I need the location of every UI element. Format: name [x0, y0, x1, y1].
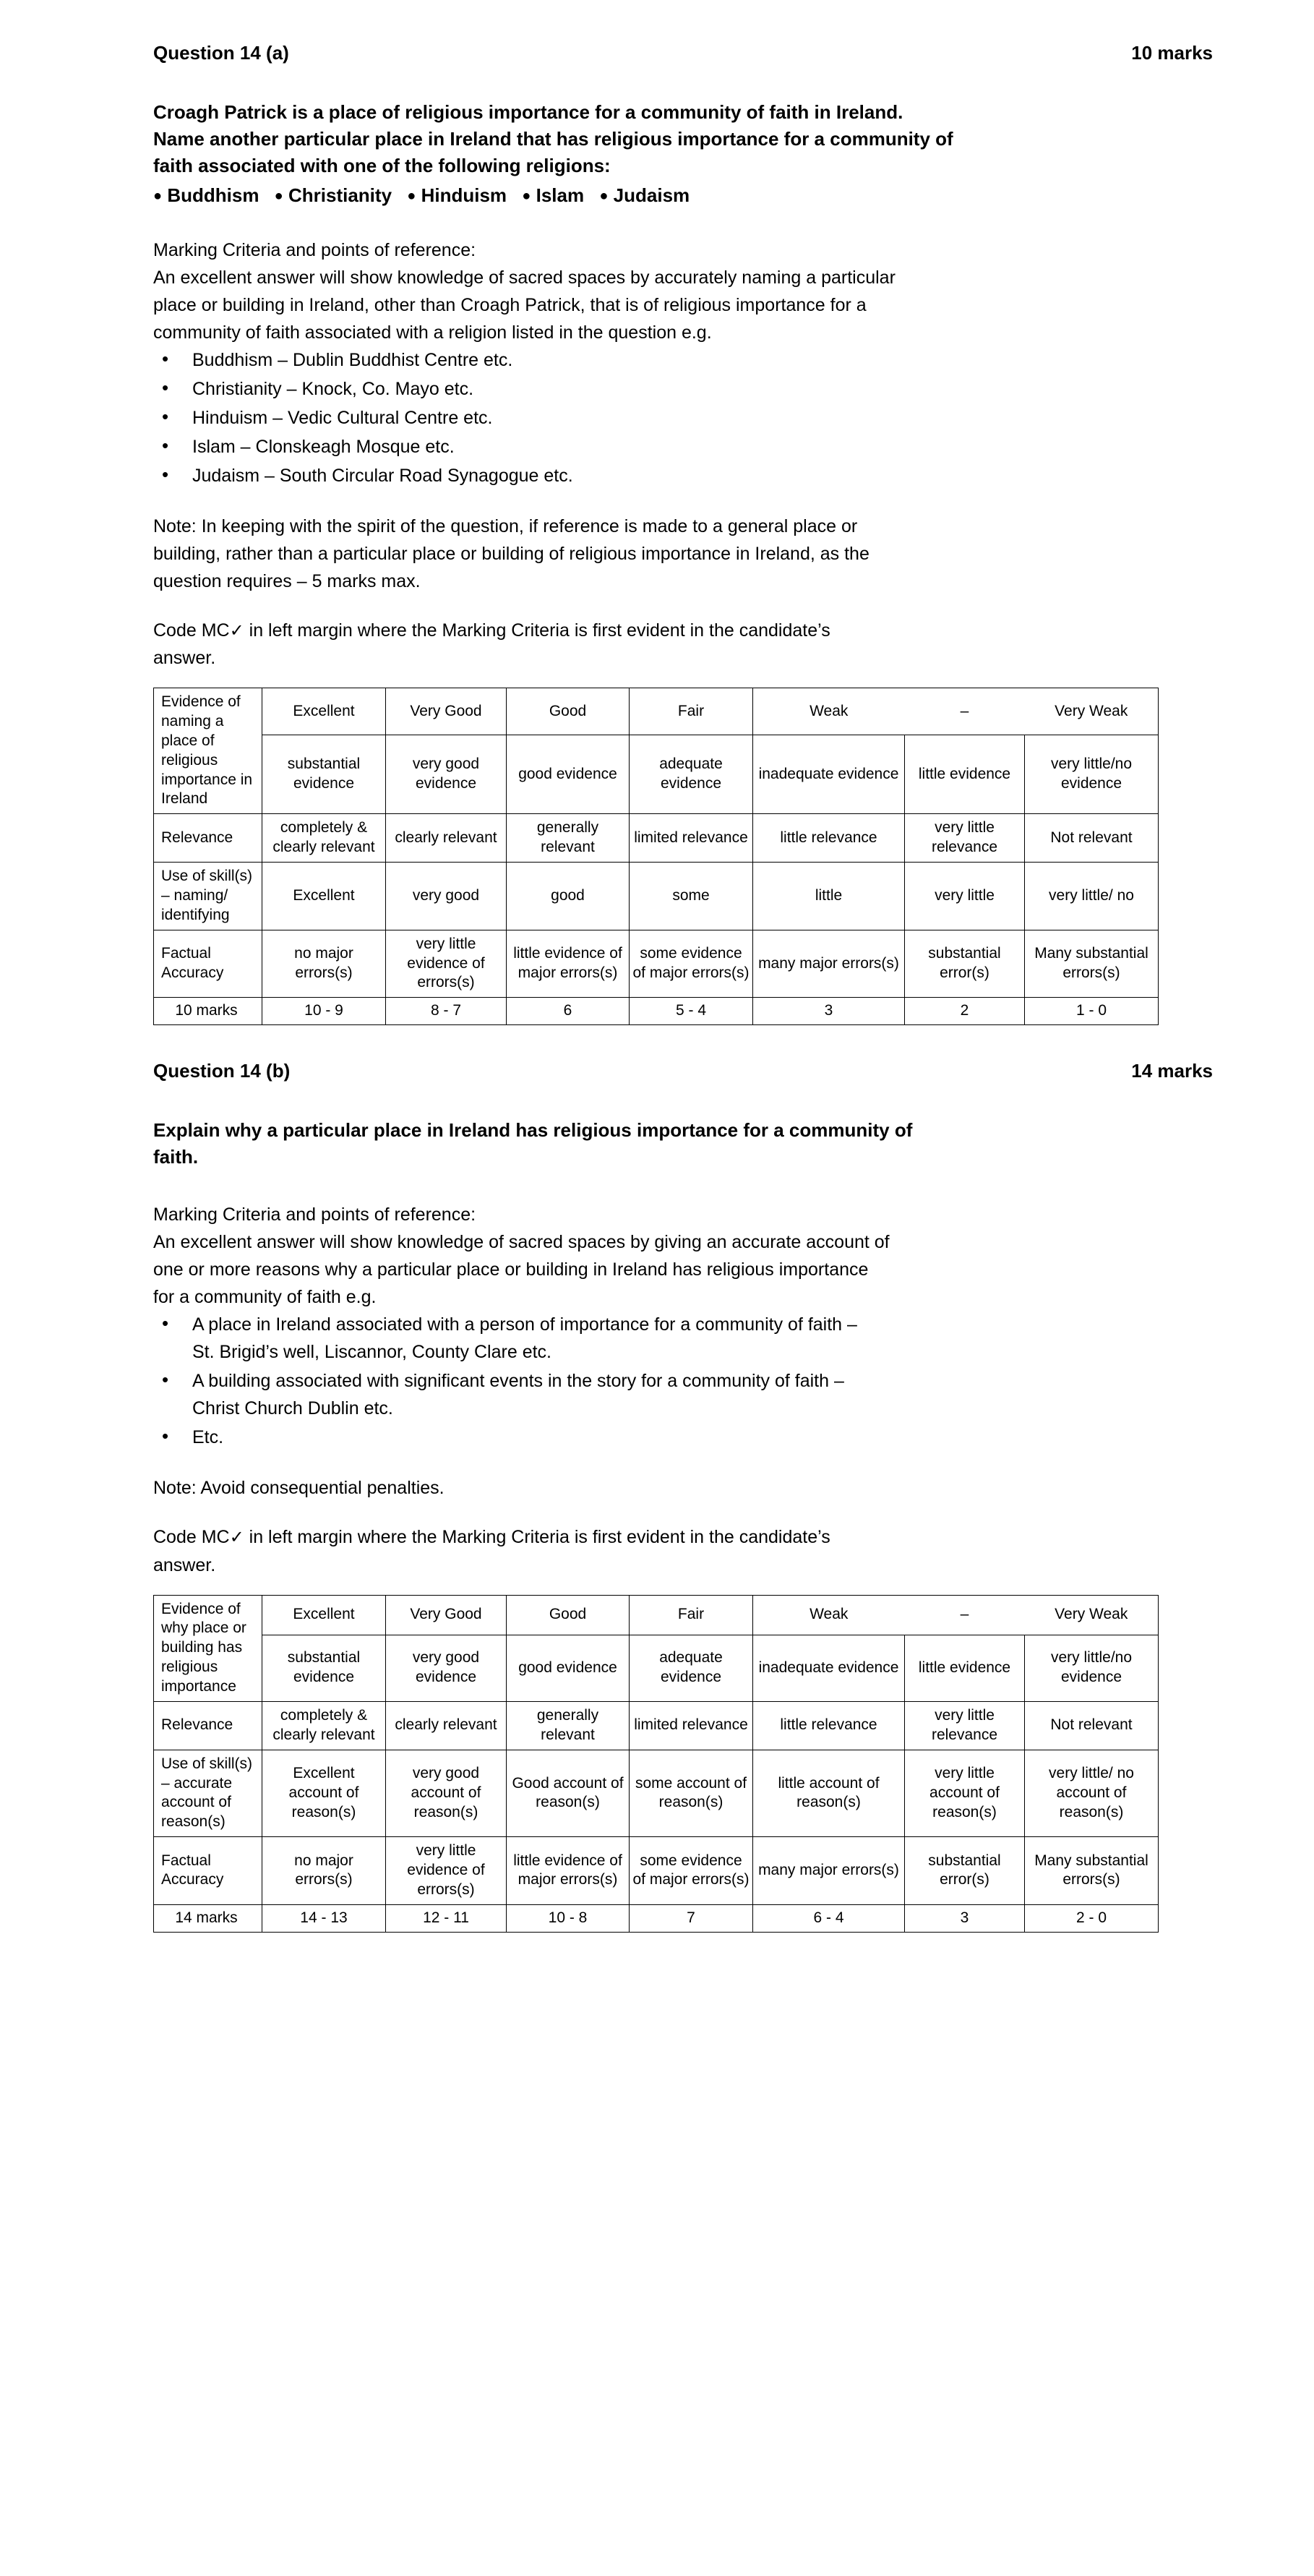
header-cell-fair: Fair	[630, 1595, 753, 1635]
marks-cell: 6	[507, 998, 630, 1025]
cell: substantial error(s)	[905, 930, 1025, 998]
cell: very good evidence	[386, 735, 507, 814]
cell: very little relevance	[905, 814, 1025, 863]
cell: substantial evidence	[262, 735, 386, 814]
bullet-text: • Christianity – Knock, Co. Mayo etc.	[192, 378, 474, 399]
cell: clearly relevant	[386, 1701, 507, 1750]
cell: many major errors(s)	[753, 930, 905, 998]
marks-cell: 2 - 0	[1025, 1904, 1159, 1932]
header-cell-very-good: Very Good	[386, 688, 507, 735]
criteria-line: community of faith associated with a religion listed in the question e.g.	[153, 322, 712, 343]
code-text: in left margin where the Marking Criteria is first evident in the candidate’s	[244, 1527, 830, 1548]
cell: very little/no evidence	[1025, 735, 1159, 814]
bullet-glyph-icon: ●	[153, 187, 163, 204]
criterion-cell: Relevance	[154, 1701, 262, 1750]
table-marks-row	[154, 1904, 1159, 1932]
table-marks-row	[154, 998, 1159, 1025]
list-item	[153, 1311, 1229, 1366]
question-marks-14a: 10 marks	[1131, 42, 1213, 64]
cell: little evidence	[905, 735, 1025, 814]
table-row	[154, 863, 1159, 930]
criteria-line: place or building in Ireland, other than Croagh Patrick, that is of religious importance for a	[153, 294, 867, 315]
question-prompt-14a	[153, 99, 1229, 179]
cell: limited relevance	[630, 814, 753, 863]
cell: some evidence of major errors(s)	[630, 1837, 753, 1905]
cell: very little evidence of errors(s)	[386, 930, 507, 998]
cell: very little/no evidence	[1025, 1635, 1159, 1701]
note-line: question requires – 5 marks max.	[153, 570, 421, 591]
cell: some	[630, 863, 753, 930]
question-section-14b	[153, 1060, 1229, 1932]
criterion-cell: Relevance	[154, 814, 262, 863]
cell: little evidence of major errors(s)	[507, 1837, 630, 1905]
bullet-text: • Judaism – South Circular Road Synagogue etc.	[192, 465, 573, 486]
list-item	[153, 462, 1229, 489]
cell: very little/ no account of reason(s)	[1025, 1750, 1159, 1837]
rubric-table-14b	[153, 1595, 1159, 1933]
note-line: Note: Avoid consequential penalties.	[153, 1478, 445, 1499]
cell: little account of reason(s)	[753, 1750, 905, 1837]
marks-label-cell: 10 marks	[154, 998, 262, 1025]
note-line: building, rather than a particular place or building of religious importance in Ireland, as the	[153, 543, 869, 564]
criterion-cell: Factual Accuracy	[154, 930, 262, 998]
criteria-line: one or more reasons why a particular place or building in Ireland has religious importance	[153, 1259, 869, 1280]
code-instruction-cont: answer.	[153, 648, 216, 669]
cell: Good account of reason(s)	[507, 1750, 630, 1837]
question-marks-14b: 14 marks	[1131, 1060, 1213, 1082]
cell: clearly relevant	[386, 814, 507, 863]
marks-cell: 3	[905, 1904, 1025, 1932]
cell: substantial evidence	[262, 1635, 386, 1701]
bullet-text: • Hinduism – Vedic Cultural Centre etc.	[192, 407, 493, 428]
table-row	[154, 1837, 1159, 1905]
table-row	[154, 735, 1159, 814]
prompt-line: Croagh Patrick is a place of religious importance for a community of faith in Ireland.	[153, 101, 903, 123]
question-title-14b: Question 14 (b)	[153, 1060, 291, 1082]
cell: very little relevance	[905, 1701, 1025, 1750]
bullet-text: • A building associated with significant events in the story for a community of faith –	[192, 1371, 844, 1392]
criterion-cell: Evidence of naming a place of religious importance in Ireland	[154, 688, 262, 814]
marks-cell: 1 - 0	[1025, 998, 1159, 1025]
list-item	[153, 1367, 1229, 1422]
header-cell-excellent: Excellent	[262, 1595, 386, 1635]
religion-item: Judaism	[613, 184, 690, 206]
cell: Many substantial errors(s)	[1025, 1837, 1159, 1905]
question-prompt-14b	[153, 1117, 1229, 1171]
prompt-line: faith associated with one of the following religions:	[153, 154, 611, 176]
cell: very little/ no	[1025, 863, 1159, 930]
cell: very little	[905, 863, 1025, 930]
marks-cell: 10 - 8	[507, 1904, 630, 1932]
question-header-14a	[153, 42, 1229, 64]
cell: no major errors(s)	[262, 930, 386, 998]
cell: little relevance	[753, 1701, 905, 1750]
cell: some account of reason(s)	[630, 1750, 753, 1837]
list-item	[153, 433, 1229, 461]
cell: very little evidence of errors(s)	[386, 1837, 507, 1905]
cell: very good evidence	[386, 1635, 507, 1701]
marks-cell: 2	[905, 998, 1025, 1025]
cell: little evidence	[905, 1635, 1025, 1701]
criterion-cell: Use of skill(s) – accurate account of reason(s)	[154, 1750, 262, 1837]
table-row	[154, 930, 1159, 998]
header-cell-dash: –	[905, 688, 1025, 735]
cell: inadequate evidence	[753, 1635, 905, 1701]
bullet-text-cont: Christ Church Dublin etc.	[192, 1398, 393, 1419]
criterion-cell: Factual Accuracy	[154, 1837, 262, 1905]
note-line: Note: In keeping with the spirit of the question, if reference is made to a general place or	[153, 515, 858, 536]
religion-item: Islam	[536, 184, 585, 206]
check-icon: ✓	[229, 620, 244, 641]
marks-cell: 6 - 4	[753, 1904, 905, 1932]
cell: good evidence	[507, 735, 630, 814]
question-title-14a: Question 14 (a)	[153, 42, 289, 64]
table-row	[154, 1635, 1159, 1701]
criterion-cell: Use of skill(s) – naming/ identifying	[154, 863, 262, 930]
table-row	[154, 814, 1159, 863]
marks-label-cell: 14 marks	[154, 1904, 262, 1932]
marks-cell: 10 - 9	[262, 998, 386, 1025]
bullet-text: • A place in Ireland associated with a person of importance for a community of faith –	[192, 1314, 857, 1335]
example-bullets-14a	[153, 346, 1229, 489]
cell: good evidence	[507, 1635, 630, 1701]
cell: Not relevant	[1025, 1701, 1159, 1750]
code-label: Code MC	[153, 1527, 230, 1548]
religion-item: Christianity	[288, 184, 392, 206]
cell: little	[753, 863, 905, 930]
question-header-14b	[153, 1060, 1229, 1082]
bullet-glyph-icon: ●	[274, 187, 283, 204]
cell: completely & clearly relevant	[262, 1701, 386, 1750]
religion-item: Hinduism	[421, 184, 507, 206]
bullet-glyph-icon: ●	[522, 187, 531, 204]
header-cell-weak: Weak	[753, 688, 905, 735]
cell: generally relevant	[507, 814, 630, 863]
cell: adequate evidence	[630, 1635, 753, 1701]
cell: Not relevant	[1025, 814, 1159, 863]
header-cell-very-weak: Very Weak	[1025, 688, 1159, 735]
cell: substantial error(s)	[905, 1837, 1025, 1905]
cell: limited relevance	[630, 1701, 753, 1750]
prompt-line: Name another particular place in Ireland that has religious importance for a community of	[153, 127, 953, 150]
religion-item: Buddhism	[167, 184, 259, 206]
cell: little evidence of major errors(s)	[507, 930, 630, 998]
criteria-line: An excellent answer will show knowledge of sacred spaces by accurately naming a particular	[153, 267, 896, 288]
cell: some evidence of major errors(s)	[630, 930, 753, 998]
marks-cell: 8 - 7	[386, 998, 507, 1025]
cell: very little account of reason(s)	[905, 1750, 1025, 1837]
header-cell-fair: Fair	[630, 688, 753, 735]
header-cell-very-weak: Very Weak	[1025, 1595, 1159, 1635]
bullet-text: • Etc.	[192, 1427, 224, 1448]
table-header-row	[154, 688, 1159, 735]
example-bullets-14b	[153, 1311, 1229, 1451]
cell: completely & clearly relevant	[262, 814, 386, 863]
list-item	[153, 404, 1229, 432]
rubric-table-14a	[153, 688, 1159, 1025]
header-cell-excellent: Excellent	[262, 688, 386, 735]
criterion-cell: Evidence of why place or building has religious importance	[154, 1595, 262, 1701]
header-cell-good: Good	[507, 688, 630, 735]
header-cell-very-good: Very Good	[386, 1595, 507, 1635]
marks-cell: 14 - 13	[262, 1904, 386, 1932]
prompt-line: Explain why a particular place in Ireland has religious importance for a community of	[153, 1119, 913, 1142]
criteria-line: for a community of faith e.g.	[153, 1287, 377, 1308]
criteria-line: An excellent answer will show knowledge of sacred spaces by giving an accurate account of	[153, 1232, 890, 1253]
criteria-label-14a: Marking Criteria and points of reference:	[153, 239, 476, 260]
code-text: in left margin where the Marking Criteria is first evident in the candidate’s	[244, 620, 830, 641]
religions-list-14a	[153, 182, 1229, 209]
list-item	[153, 1424, 1229, 1451]
bullet-text-cont: St. Brigid’s well, Liscannor, County Clare etc.	[192, 1342, 551, 1363]
cell: Excellent account of reason(s)	[262, 1750, 386, 1837]
list-item	[153, 346, 1229, 374]
bullet-glyph-icon: ●	[599, 187, 609, 204]
marks-cell: 7	[630, 1904, 753, 1932]
prompt-line: faith.	[153, 1146, 199, 1168]
bullet-glyph-icon: ●	[407, 187, 416, 204]
cell: generally relevant	[507, 1701, 630, 1750]
cell: Excellent	[262, 863, 386, 930]
marks-cell: 3	[753, 998, 905, 1025]
cell: Many substantial errors(s)	[1025, 930, 1159, 998]
criteria-label-14b: Marking Criteria and points of reference:	[153, 1204, 476, 1225]
cell: very good	[386, 863, 507, 930]
header-cell-weak: Weak	[753, 1595, 905, 1635]
code-instruction-cont: answer.	[153, 1554, 216, 1575]
bullet-text: • Islam – Clonskeagh Mosque etc.	[192, 436, 455, 457]
cell: good	[507, 863, 630, 930]
marks-cell: 5 - 4	[630, 998, 753, 1025]
bullet-text: • Buddhism – Dublin Buddhist Centre etc.	[192, 349, 513, 370]
code-instruction-14a	[153, 617, 1229, 644]
cell: inadequate evidence	[753, 735, 905, 814]
header-cell-good: Good	[507, 1595, 630, 1635]
table-row	[154, 1750, 1159, 1837]
code-instruction-14b	[153, 1523, 1229, 1551]
cell: very good account of reason(s)	[386, 1750, 507, 1837]
marks-cell: 12 - 11	[386, 1904, 507, 1932]
list-item	[153, 375, 1229, 403]
header-cell-dash: –	[905, 1595, 1025, 1635]
check-icon: ✓	[229, 1528, 244, 1548]
cell: adequate evidence	[630, 735, 753, 814]
table-header-row	[154, 1595, 1159, 1635]
cell: little relevance	[753, 814, 905, 863]
question-section-14a	[153, 42, 1229, 1025]
cell: no major errors(s)	[262, 1837, 386, 1905]
code-label: Code MC	[153, 620, 230, 641]
table-row	[154, 1701, 1159, 1750]
cell: many major errors(s)	[753, 1837, 905, 1905]
